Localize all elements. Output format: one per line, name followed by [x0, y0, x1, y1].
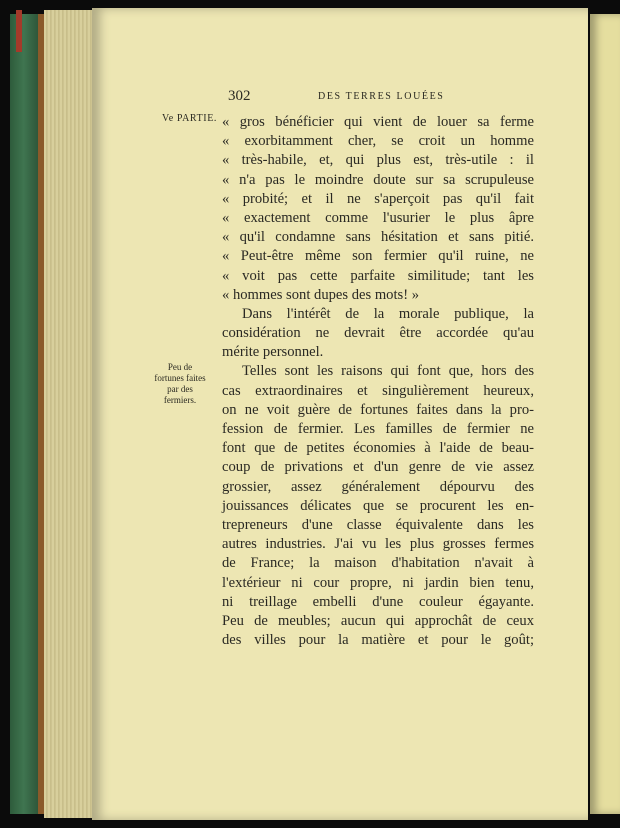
- running-title: DES TERRES LOUÉES: [318, 91, 445, 102]
- part-label: Ve PARTIE.: [162, 113, 218, 124]
- text-line: considération ne devrait être accordée qu'au: [222, 325, 534, 342]
- text-line: « voit pas cette parfaite similitude; tant les: [222, 267, 534, 284]
- text-line: autres industries. J'ai vu les plus grosses fermes: [222, 536, 534, 553]
- text-line: ni treillage embelli d'une couleur égayante.: [222, 593, 534, 610]
- text-line: « exactement comme l'usurier le plus âpre: [222, 209, 534, 226]
- text-line: on ne voit guère de fortunes faites dans la pro-: [222, 401, 534, 418]
- margin-note: [150, 362, 210, 406]
- text-line: « exorbitamment cher, se croit un homme: [222, 133, 534, 150]
- page-header: [222, 88, 532, 108]
- text-line: Telles sont les raisons qui font que, hors des: [242, 363, 534, 380]
- text-line: des villes pour la matière et pour le goût;: [222, 632, 534, 649]
- text-line: cas extraordinaires et singulièrement heureux,: [222, 382, 534, 399]
- text-line: jouissances délicates que se procurent les en-: [222, 497, 534, 514]
- text-line: Peu de meubles; aucun qui approchât de ceux: [222, 612, 534, 629]
- margin-note-line: par des: [167, 384, 193, 394]
- body-text: [222, 113, 534, 650]
- facing-page-edge: [590, 14, 620, 814]
- text-line: grossier, assez généralement dépourvu des: [222, 478, 534, 495]
- text-line: de France; la maison d'habitation n'avait à: [222, 555, 534, 572]
- text-line: font que de petites économies à l'aide de beau-: [222, 440, 534, 457]
- text-line: « Peut-être même son fermier qu'il ruine, ne: [222, 248, 534, 265]
- text-line: « probité; et il ne s'aperçoit pas qu'il fait: [222, 190, 534, 207]
- margin-note-line: fortunes faites: [154, 373, 206, 383]
- text-line: « hommes sont dupes des mots! »: [222, 286, 420, 303]
- text-line: trepreneurs d'une classe équivalente dans les: [222, 516, 534, 533]
- text-line: Dans l'intérêt de la morale publique, la: [242, 305, 534, 322]
- text-line: « n'a pas le moindre doute sur sa scrupuleuse: [222, 171, 534, 188]
- margin-note-line: Peu de: [167, 362, 193, 372]
- text-line: coup de privations et d'un genre de vie assez: [222, 459, 534, 476]
- text-line: l'extérieur ni cour propre, ni jardin bien tenu,: [222, 574, 534, 591]
- margin-note-line: fermiers.: [163, 395, 197, 405]
- bookmark-ribbon: [16, 10, 22, 52]
- text-line: mérite personnel.: [222, 344, 324, 361]
- page-stack: [44, 10, 94, 818]
- text-line: « très-habile, et, qui plus est, très-utile : il: [222, 152, 534, 169]
- text-line: fession de fermier. Les familles de fermier ne: [222, 421, 534, 437]
- text-line: « qu'il condamne sans hésitation et sans pitié.: [222, 229, 534, 246]
- page-number: 302: [228, 88, 251, 104]
- text-line: « gros bénéficier qui vient de louer sa ferme: [222, 114, 534, 130]
